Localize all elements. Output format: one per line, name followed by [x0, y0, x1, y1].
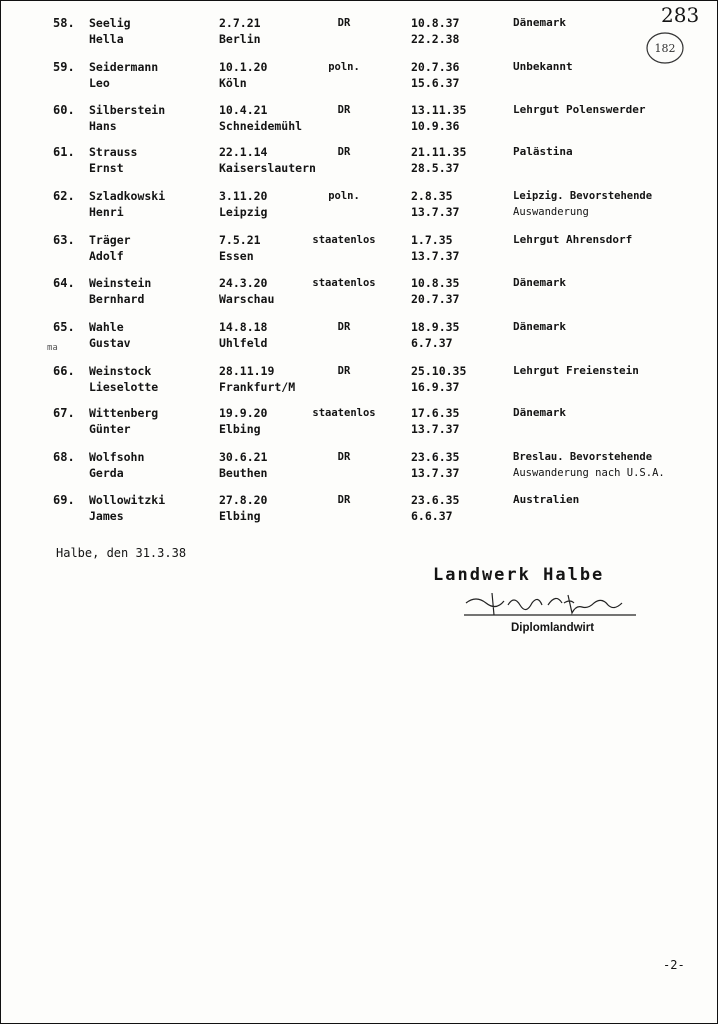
entry-birth-place: Leipzig	[219, 205, 268, 219]
entry-surname: Wahle	[89, 320, 124, 334]
entry-firstname: Hella	[89, 32, 124, 46]
entry-number: 60.	[53, 103, 75, 117]
entry-date-out: 13.7.37	[411, 249, 460, 263]
entry-nationality: DR	[337, 321, 351, 333]
entry-date-in: 10.8.35	[411, 276, 460, 290]
entry-date-out: 13.7.37	[411, 422, 460, 436]
entry-surname: Seelig	[89, 16, 131, 30]
entry-number: 59.	[53, 60, 75, 74]
entry-birth-place: Köln	[219, 76, 247, 90]
entry-date-in: 25.10.35	[411, 364, 467, 378]
entry-nationality: staatenlos	[312, 277, 376, 289]
list-item	[1, 319, 717, 363]
entry-surname: Wolfsohn	[89, 450, 145, 464]
entry-nationality: DR	[337, 146, 351, 158]
entry-surname: Wollowitzki	[89, 493, 166, 507]
entry-destination: Lehrgut Ahrensdorf	[513, 233, 633, 246]
entry-surname: Weinstock	[89, 364, 152, 378]
entry-surname: Silberstein	[89, 103, 166, 117]
entry-date-out: 16.9.37	[411, 380, 460, 394]
entry-birth-place: Uhlfeld	[219, 336, 268, 350]
entry-date-out: 22.2.38	[411, 32, 460, 46]
entry-nationality: DR	[337, 104, 351, 116]
entry-destination: Dänemark	[513, 16, 566, 29]
entry-birth-place: Beuthen	[219, 466, 268, 480]
entry-surname: Strauss	[89, 145, 138, 159]
entry-destination: Palästina	[513, 145, 573, 158]
entry-destination: Unbekannt	[513, 60, 573, 73]
entry-birth-place: Warschau	[219, 292, 275, 306]
entry-birth-place: Schneidemühl	[219, 119, 303, 133]
entry-destination: Lehrgut Polenswerder	[513, 103, 646, 116]
entry-date-in: 23.6.35	[411, 450, 460, 464]
entry-birth-date: 10.1.20	[219, 60, 268, 74]
list-item	[1, 232, 717, 276]
entry-nationality: DR	[337, 17, 351, 29]
entry-date-in: 10.8.37	[411, 16, 460, 30]
entry-date-in: 20.7.36	[411, 60, 460, 74]
entry-date-out: 6.6.37	[411, 509, 453, 523]
list-item	[1, 15, 717, 59]
entry-nationality: DR	[337, 365, 351, 377]
entry-firstname: Gerda	[89, 466, 124, 480]
list-item	[1, 492, 717, 536]
entry-birth-date: 19.9.20	[219, 406, 268, 420]
entry-nationality: DR	[337, 451, 351, 463]
entry-date-out: 15.6.37	[411, 76, 460, 90]
entry-date-out: 13.7.37	[411, 466, 460, 480]
entry-date-in: 18.9.35	[411, 320, 460, 334]
entry-date-out: 10.9.36	[411, 119, 460, 133]
entry-birth-place: Elbing	[219, 509, 261, 523]
entry-destination: Leipzig. Bevorstehende	[513, 190, 653, 202]
entry-destination: Dänemark	[513, 406, 566, 419]
entry-firstname: Lieselotte	[89, 380, 159, 394]
entry-number: 61.	[53, 145, 75, 159]
entry-destination-line2: Auswanderung nach U.S.A.	[513, 467, 665, 479]
entry-firstname: Ernst	[89, 161, 124, 175]
entry-destination: Australien	[513, 493, 580, 506]
entry-birth-date: 3.11.20	[219, 189, 268, 203]
entry-firstname: Bernhard	[89, 292, 145, 306]
entry-firstname: James	[89, 509, 124, 523]
entry-date-in: 1.7.35	[411, 233, 453, 247]
entry-number: 65.	[53, 320, 75, 334]
entry-number: 68.	[53, 450, 75, 464]
margin-note: ma	[47, 343, 58, 353]
entry-birth-date: 7.5.21	[219, 233, 261, 247]
entry-number: 58.	[53, 16, 75, 30]
entry-destination: Dänemark	[513, 276, 566, 289]
entry-nationality: DR	[337, 494, 351, 506]
entry-surname: Träger	[89, 233, 131, 247]
entry-number: 69.	[53, 493, 75, 507]
entry-birth-place: Kaiserslautern	[219, 161, 316, 175]
entry-destination: Dänemark	[513, 320, 566, 333]
entry-date-in: 13.11.35	[411, 103, 467, 117]
entry-birth-date: 10.4.21	[219, 103, 268, 117]
entry-number: 64.	[53, 276, 75, 290]
entry-birth-place: Frankfurt/M	[219, 380, 296, 394]
entry-birth-date: 2.7.21	[219, 16, 261, 30]
entry-nationality: staatenlos	[312, 407, 376, 419]
entry-firstname: Adolf	[89, 249, 124, 263]
entry-firstname: Hans	[89, 119, 117, 133]
entry-number: 62.	[53, 189, 75, 203]
stamp-number: 182	[654, 42, 676, 55]
entry-nationality: staatenlos	[312, 234, 376, 246]
entry-number: 63.	[53, 233, 75, 247]
entry-surname: Wittenberg	[89, 406, 159, 420]
entry-nationality: poln.	[328, 190, 360, 202]
entry-birth-place: Berlin	[219, 32, 261, 46]
list-item	[1, 405, 717, 449]
entry-number: 66.	[53, 364, 75, 378]
entry-date-in: 21.11.35	[411, 145, 467, 159]
list-item	[1, 275, 717, 319]
entry-birth-date: 28.11.19	[219, 364, 275, 378]
entry-nationality: poln.	[328, 61, 360, 73]
entry-date-out: 28.5.37	[411, 161, 460, 175]
entry-firstname: Gustav	[89, 336, 131, 350]
entry-birth-date: 14.8.18	[219, 320, 268, 334]
entry-surname: Seidermann	[89, 60, 159, 74]
company-name: Landwerk Halbe	[433, 565, 605, 585]
list-item	[1, 188, 717, 232]
archive-number: 283	[661, 3, 700, 27]
list-item	[1, 363, 717, 407]
entry-date-in: 2.8.35	[411, 189, 453, 203]
entry-date-out: 13.7.37	[411, 205, 460, 219]
entry-date-out: 20.7.37	[411, 292, 460, 306]
entry-birth-date: 27.8.20	[219, 493, 268, 507]
entry-date-in: 23.6.35	[411, 493, 460, 507]
list-item	[1, 59, 717, 103]
entry-surname: Szladkowski	[89, 189, 166, 203]
list-item	[1, 144, 717, 188]
list-item	[1, 102, 717, 146]
entry-firstname: Henri	[89, 205, 124, 219]
entry-firstname: Leo	[89, 76, 110, 90]
entry-date-out: 6.7.37	[411, 336, 453, 350]
page-number: -2-	[663, 958, 685, 972]
signer-title: Diplomlandwirt	[511, 622, 595, 634]
entry-birth-date: 22.1.14	[219, 145, 268, 159]
entry-birth-place: Elbing	[219, 422, 261, 436]
entry-birth-place: Essen	[219, 249, 254, 263]
signature	[456, 589, 656, 621]
closing-place-date: Halbe, den 31.3.38	[56, 546, 187, 560]
list-item	[1, 449, 717, 493]
entry-number: 67.	[53, 406, 75, 420]
entry-surname: Weinstein	[89, 276, 152, 290]
entry-date-in: 17.6.35	[411, 406, 460, 420]
entry-firstname: Günter	[89, 422, 131, 436]
entry-birth-date: 30.6.21	[219, 450, 268, 464]
entry-destination: Breslau. Bevorstehende	[513, 451, 653, 463]
entry-birth-date: 24.3.20	[219, 276, 268, 290]
entry-destination: Lehrgut Freienstein	[513, 364, 639, 377]
entry-destination-line2: Auswanderung	[513, 206, 589, 218]
